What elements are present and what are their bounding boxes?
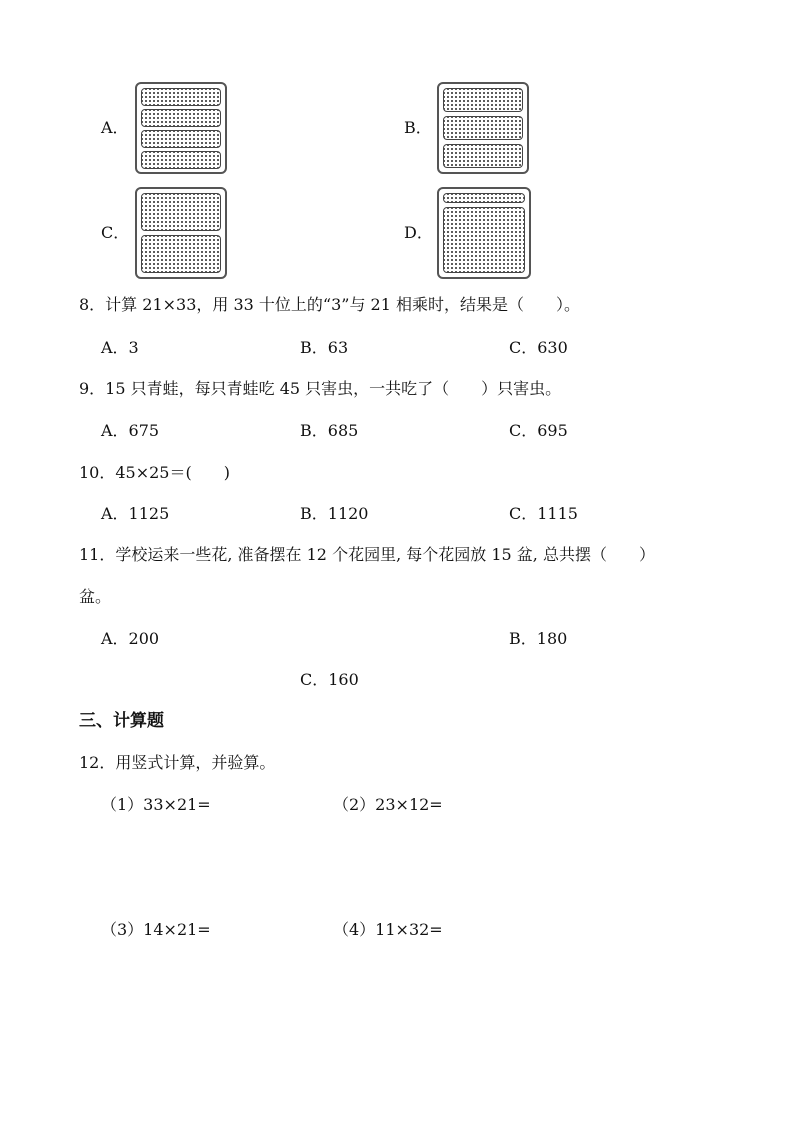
q10-option-a: A．1125 <box>101 504 170 523</box>
question-10: 10．45×25＝( ) <box>79 463 230 482</box>
tray-three-strips-icon <box>437 82 529 174</box>
option-a-label: A． <box>101 118 129 137</box>
q12-item-3: （3）14×21= <box>101 920 211 939</box>
q9-option-b: B．685 <box>300 421 359 440</box>
tray-two-blocks-icon <box>135 187 227 279</box>
option-c-label: C． <box>101 223 130 242</box>
q9-option-c: C．695 <box>509 421 568 440</box>
q11-option-a: A．200 <box>101 629 160 648</box>
q8-option-a: A．3 <box>101 338 139 357</box>
q10-option-c: C．1115 <box>509 504 578 523</box>
q12-item-4: （4）11×32= <box>333 920 443 939</box>
q12-item-1: （1）33×21= <box>101 795 211 814</box>
question-11-line-1: 11．学校运来一些花, 准备摆在 12 个花园里, 每个花园放 15 盆, 总共摆（ ） <box>79 545 655 564</box>
q8-option-b: B．63 <box>300 338 349 357</box>
question-12: 12．用竖式计算，并验算。 <box>79 753 276 772</box>
question-11-line-2: 盆。 <box>79 587 112 606</box>
q8-option-c: C．630 <box>509 338 568 357</box>
q11-option-c: C．160 <box>300 670 359 689</box>
tray-four-strips-icon <box>135 82 227 174</box>
tray-one-strip-one-block-icon <box>437 187 531 279</box>
q12-item-2: （2）23×12= <box>333 795 443 814</box>
section-3-heading: 三、计算题 <box>79 711 164 731</box>
question-9: 9．15 只青蛙，每只青蛙吃 45 只害虫，一共吃了（ ）只害虫。 <box>79 379 562 398</box>
option-d-label: D． <box>404 223 433 242</box>
q9-option-a: A．675 <box>101 421 160 440</box>
question-8: 8．计算 21×33，用 33 十位上的“3”与 21 相乘时，结果是（ ）。 <box>79 295 580 314</box>
q10-option-b: B．1120 <box>300 504 369 523</box>
option-b-label: B． <box>404 118 432 137</box>
q11-option-b: B．180 <box>509 629 568 648</box>
